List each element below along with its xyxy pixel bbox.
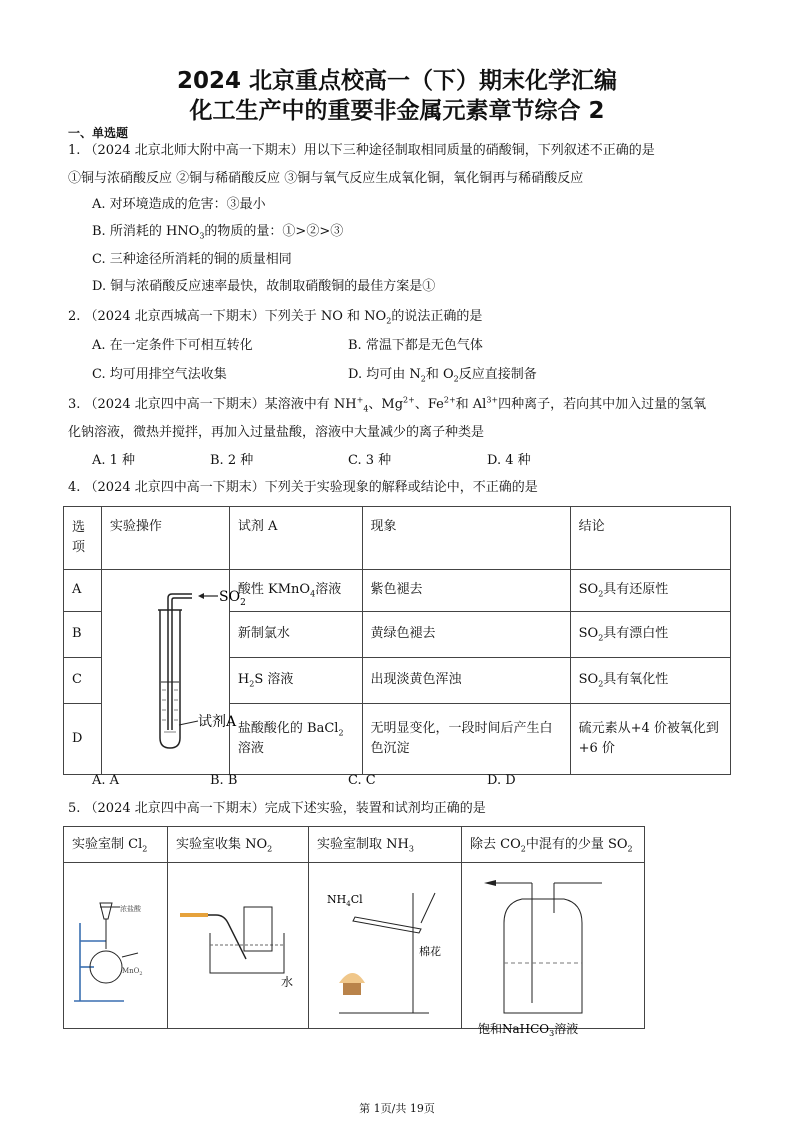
hcl-label: 浓盐酸: [120, 905, 141, 913]
row-b-option: B: [64, 611, 102, 657]
q5-header-cl2: 实验室制 $Cl_2$: [64, 827, 168, 863]
q2-option-b: B. 常温下都是无色气体: [348, 338, 483, 353]
table-row: [64, 570, 731, 612]
reagent-a-label: 试剂A: [197, 714, 237, 730]
nahco3-label: 饱和NaHCO$_3$溶液: [478, 1022, 579, 1038]
q5-no2-apparatus-cell: [168, 863, 309, 1029]
q4-table: [63, 506, 731, 775]
cotton-label: 棉花: [419, 945, 441, 958]
q1-option-d: D. 铜与浓硝酸反应速率最快，故制取硝酸铜的最佳方案是①: [92, 279, 436, 294]
row-c-option: C: [64, 657, 102, 703]
so2-label: $SO_2$: [218, 589, 246, 608]
nh3-preparation-diagram: [309, 863, 461, 1021]
q5-table: [63, 826, 645, 1038]
row-b-conclusion: $SO_2$具有漂白性: [570, 611, 730, 657]
q2-option-c: C. 均可用排空气法收集: [92, 367, 227, 382]
row-d-phenomenon: 无明显变化，一段时间后产生白 色沉淀: [362, 703, 570, 774]
q4-header-reagent: 试剂 A: [229, 507, 362, 570]
q4-header-option: 选 项: [64, 507, 102, 570]
row-a-conclusion: $SO_2$具有还原性: [570, 570, 730, 612]
gas-washing-bottle-diagram: [462, 863, 644, 1038]
row-b-phenomenon: 黄绿色褪去: [362, 611, 570, 657]
no2-collection-diagram: [168, 863, 308, 1021]
q3-option-c: C. 3 种: [348, 453, 392, 468]
q1-routes: ①铜与浓硝酸反应 ②铜与稀硝酸反应 ③铜与氧气反应生成氧化铜，氧化铜再与稀硝酸反应: [68, 171, 584, 186]
q4-header-phenomenon: 现象: [362, 507, 570, 570]
q2-stem: 2. （2024 北京西城高一下期末）下列关于 NO 和 $NO_2$的说法正确的是: [68, 309, 483, 326]
q4-option-b: B. B: [210, 773, 238, 788]
q5-nh3-apparatus-cell: [309, 863, 462, 1029]
q4-option-c: C. C: [348, 773, 376, 788]
q1-option-b: B. 所消耗的 $HNO_3$的物质的量：①>②>③: [92, 224, 344, 241]
q3-option-b: B. 2 种: [210, 453, 254, 468]
q1-option-a: A. 对环境造成的危害：③最小: [92, 197, 266, 212]
row-a-reagent: 酸性 KMnO$_4$溶液: [229, 570, 362, 612]
document-title-line1: 2024 北京重点校高一（下）期末化学汇编: [176, 68, 618, 94]
q5-image-row: [64, 863, 645, 1029]
q3-option-d: D. 4 种: [487, 453, 531, 468]
row-c-phenomenon: 出现淡黄色浑浊: [362, 657, 570, 703]
row-d-reagent: 盐酸酸化的 BaCl$_2$ 溶液: [229, 703, 362, 774]
q4-option-d: D. D: [487, 773, 516, 788]
q4-header-operation: 实验操作: [101, 507, 229, 570]
row-d-option: D: [64, 703, 102, 774]
q3-stem-line2: 化钠溶液，微热并搅拌，再加入过量盐酸，溶液中大量减少的离子种类是: [68, 425, 485, 440]
q2-option-a: A. 在一定条件下可相互转化: [92, 338, 253, 353]
q1-stem: 1. （2024 北京北师大附中高一下期末）用以下三种途径制取相同质量的硝酸铜，下列叙述不正确的是: [68, 143, 655, 158]
q1-option-c: C. 三种途径所消耗的铜的质量相同: [92, 252, 292, 267]
row-c-conclusion: $SO_2$具有氧化性: [570, 657, 730, 703]
q5-stem: 5. （2024 北京四中高一下期末）完成下述实验，装置和试剂均正确的是: [68, 801, 486, 816]
page-footer: 第 1页/共 19页: [359, 1102, 435, 1115]
q2-option-d: D. 均可由 $N_2$和 $O_2$反应直接制备: [348, 367, 537, 384]
q3-stem: 3. （2024 北京四中高一下期末）某溶液中有 $NH^+_4$、$Mg^{2+}$、$Fe^{2+}$和 $Al^{3+}$四种离子，若向其中加入过量的氢氧: [68, 395, 707, 414]
q5-header-so2: 除去 $CO_2$中混有的少量 $SO_2$: [462, 827, 645, 863]
water-label: 水: [281, 975, 294, 989]
q5-header-no2: 实验室收集 $NO_2$: [168, 827, 309, 863]
q4-header-conclusion: 结论: [570, 507, 730, 570]
q5-header-nh3: 实验室制取 $NH_3$: [309, 827, 462, 863]
q4-apparatus-cell: [101, 570, 246, 775]
q4-stem: 4. （2024 北京四中高一下期末）下列关于实验现象的解释或结论中，不正确的是: [68, 480, 538, 495]
q3-option-a: A. 1 种: [92, 453, 136, 468]
q4-table-header-row: [64, 507, 731, 570]
nh4cl-label: $NH_4Cl$: [327, 893, 363, 908]
row-a-phenomenon: 紫色褪去: [362, 570, 570, 612]
mno2-label: MnO$_2$: [122, 967, 143, 977]
q4-option-a: A. A: [92, 773, 120, 788]
q5-header-row: [64, 827, 645, 863]
row-d-conclusion: 硫元素从+4 价被氧化到 +6 价: [570, 703, 730, 774]
section-heading: 一、单选题: [68, 126, 129, 140]
q5-so2-removal-cell: [462, 863, 645, 1038]
cl2-apparatus-diagram: [64, 863, 167, 1021]
row-a-option: A: [64, 570, 102, 612]
q5-cl2-apparatus-cell: [64, 863, 168, 1029]
row-c-reagent: $H_2S$ 溶液: [229, 657, 362, 703]
document-title-line2: 化工生产中的重要非金属元素章节综合 2: [189, 98, 605, 124]
row-b-reagent: 新制氯水: [229, 611, 362, 657]
test-tube-diagram: [102, 570, 246, 767]
